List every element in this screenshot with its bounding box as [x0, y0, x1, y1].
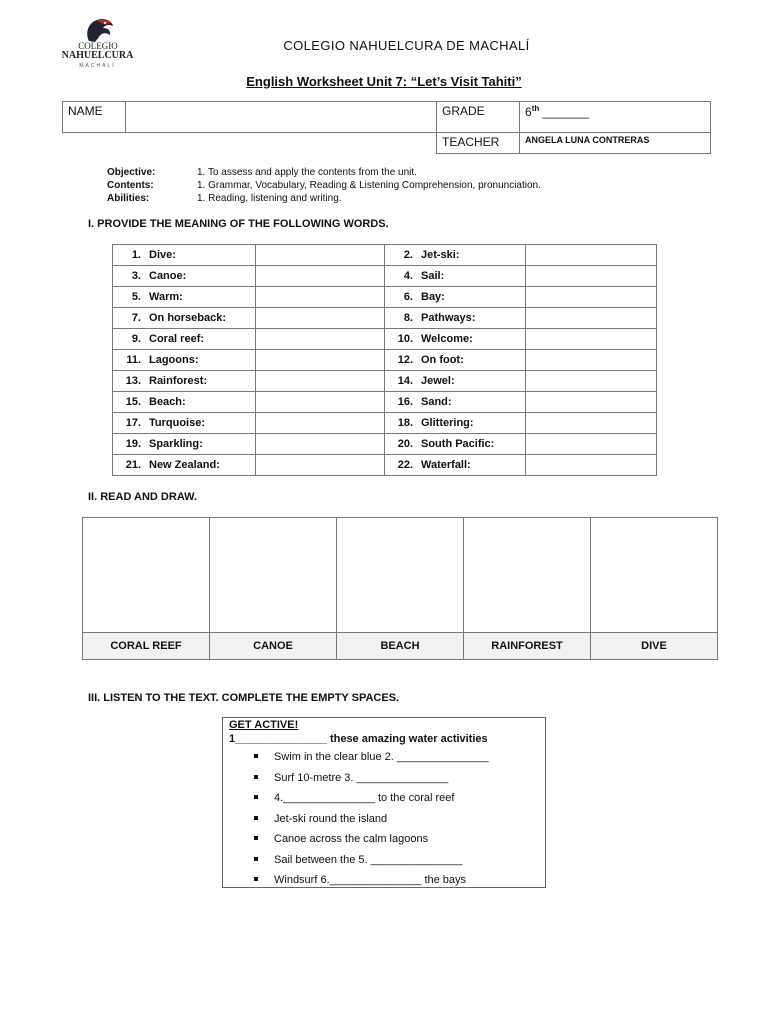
word-cell	[113, 245, 256, 266]
word-number: 9.	[131, 333, 141, 345]
table-row	[113, 350, 657, 371]
meaning-answer-field[interactable]	[526, 266, 657, 287]
draw-label-canoe: CANOE	[210, 633, 337, 660]
draw-label-rainforest: RAINFOREST	[464, 633, 591, 660]
meaning-answer-field[interactable]	[256, 329, 385, 350]
word-number: 17.	[125, 417, 141, 429]
logo-line3: MACHALÍ	[79, 63, 116, 69]
school-name: COLEGIO NAHUELCURA DE MACHALÍ	[283, 38, 530, 53]
meaning-answer-field[interactable]	[256, 371, 385, 392]
grade-blank: _______	[539, 105, 590, 119]
meaning-answer-field[interactable]	[526, 308, 657, 329]
draw-box-canoe[interactable]	[210, 518, 337, 633]
meaning-answer-field[interactable]	[256, 455, 385, 476]
word-number: 22.	[397, 459, 413, 471]
activity-list	[223, 751, 489, 895]
word-label: Sparkling:	[149, 438, 203, 450]
word-label: Waterfall:	[421, 459, 471, 471]
abilities-label: Abilities:	[107, 193, 150, 204]
word-cell	[113, 434, 256, 455]
list-item-text: Surf 10-metre 3. _______________	[274, 771, 449, 784]
word-label: Welcome:	[421, 333, 473, 345]
worksheet-title: English Worksheet Unit 7: “Let’s Visit Tahiti”	[246, 74, 522, 89]
table-row	[113, 392, 657, 413]
bullet-icon	[254, 816, 258, 820]
word-number: 21.	[125, 459, 141, 471]
table-row	[113, 245, 657, 266]
word-cell	[385, 371, 526, 392]
word-number: 12.	[397, 354, 413, 366]
list-item-text: Jet-ski round the island	[274, 812, 388, 825]
teacher-value: ANGELA LUNA CONTRERAS	[520, 133, 711, 154]
table-row	[113, 371, 657, 392]
objective-label: Objective:	[107, 167, 156, 178]
table-row	[113, 287, 657, 308]
word-number: 7.	[131, 312, 141, 324]
draw-label-coral-reef: CORAL REEF	[83, 633, 210, 660]
word-label: Jewel:	[421, 375, 455, 387]
list-item-text: Sail between the 5. _______________	[274, 853, 463, 866]
listening-line-1: 1_______________ these amazing water activities	[229, 733, 488, 745]
word-number: 2.	[403, 249, 413, 261]
word-number: 14.	[397, 375, 413, 387]
meaning-answer-field[interactable]	[256, 287, 385, 308]
word-cell	[113, 392, 256, 413]
grade-value: 6	[525, 105, 532, 119]
word-label: Canoe:	[149, 270, 187, 282]
meaning-answer-field[interactable]	[256, 266, 385, 287]
logo-line2: NAHUELCURA	[61, 50, 134, 61]
word-number: 10.	[397, 333, 413, 345]
grade-field[interactable]	[520, 102, 711, 133]
student-info-table	[62, 101, 711, 154]
table-row	[113, 329, 657, 350]
word-cell	[385, 245, 526, 266]
name-field[interactable]	[126, 102, 437, 133]
word-number: 16.	[397, 396, 413, 408]
meaning-answer-field[interactable]	[526, 245, 657, 266]
word-cell	[113, 329, 256, 350]
word-number: 20.	[397, 438, 413, 450]
word-cell	[113, 308, 256, 329]
word-cell	[113, 287, 256, 308]
bullet-icon	[254, 836, 258, 840]
list-item	[223, 772, 489, 793]
vocabulary-table	[112, 244, 657, 476]
word-label: Sail:	[421, 270, 445, 282]
name-label: NAME	[63, 102, 126, 133]
section1-title: I. PROVIDE THE MEANING OF THE FOLLOWING WORDS.	[88, 218, 389, 230]
table-row	[113, 266, 657, 287]
teacher-label: TEACHER	[437, 133, 520, 154]
word-cell	[385, 392, 526, 413]
draw-box-dive[interactable]	[591, 518, 718, 633]
word-label: Dive:	[149, 249, 176, 261]
objective-value: 1. To assess and apply the contents from the unit.	[197, 167, 417, 178]
word-number: 15.	[125, 396, 141, 408]
meaning-answer-field[interactable]	[256, 413, 385, 434]
word-number: 4.	[403, 270, 413, 282]
meaning-answer-field[interactable]	[256, 392, 385, 413]
meaning-answer-field[interactable]	[256, 350, 385, 371]
word-label: Coral reef:	[149, 333, 205, 345]
word-label: South Pacific:	[421, 438, 495, 450]
draw-box-beach[interactable]	[337, 518, 464, 633]
meaning-answer-field[interactable]	[526, 329, 657, 350]
meaning-answer-field[interactable]	[526, 392, 657, 413]
word-label: Bay:	[421, 291, 445, 303]
meaning-answer-field[interactable]	[526, 434, 657, 455]
word-number: 5.	[131, 291, 141, 303]
bullet-icon	[254, 857, 258, 861]
word-cell	[385, 329, 526, 350]
grade-sup: th	[531, 104, 540, 113]
word-number: 1.	[131, 249, 141, 261]
meaning-answer-field[interactable]	[256, 434, 385, 455]
word-number: 13.	[125, 375, 141, 387]
listening-box	[222, 717, 546, 888]
word-cell	[385, 434, 526, 455]
table-row	[113, 434, 657, 455]
table-row	[113, 308, 657, 329]
word-label: Glittering:	[421, 417, 474, 429]
draw-label-beach: BEACH	[337, 633, 464, 660]
section2-title: II. READ AND DRAW.	[88, 491, 197, 503]
section3-title: III. LISTEN TO THE TEXT. COMPLETE THE EMPTY SPACES.	[88, 692, 400, 704]
word-cell	[385, 413, 526, 434]
word-number: 11.	[126, 354, 141, 366]
word-label: New Zealand:	[149, 459, 220, 471]
table-row	[113, 455, 657, 476]
word-label: Rainforest:	[149, 375, 208, 387]
word-label: Sand:	[421, 396, 452, 408]
word-cell	[113, 455, 256, 476]
bullet-icon	[254, 795, 258, 799]
word-cell	[385, 350, 526, 371]
list-item-text: Canoe across the calm lagoons	[274, 833, 429, 845]
word-number: 19.	[125, 438, 141, 450]
contents-label: Contents:	[107, 180, 154, 191]
draw-box-coral-reef[interactable]	[83, 518, 210, 633]
meaning-answer-field[interactable]	[526, 371, 657, 392]
meaning-answer-field[interactable]	[526, 455, 657, 476]
list-item-text: Swim in the clear blue 2. _______________	[274, 751, 489, 763]
logo-line1: COLEGIO	[78, 41, 118, 51]
table-row	[113, 413, 657, 434]
worksheet-meta	[107, 166, 541, 205]
listening-box-title: GET ACTIVE!	[229, 719, 299, 731]
word-label: Lagoons:	[149, 354, 199, 366]
list-item	[223, 854, 489, 875]
list-item	[223, 874, 489, 895]
word-label: Warm:	[149, 291, 183, 303]
word-cell	[385, 266, 526, 287]
word-cell	[113, 371, 256, 392]
contents-value: 1. Grammar, Vocabulary, Reading & Listening Comprehension, pronunciation.	[197, 180, 541, 191]
meaning-answer-field[interactable]	[526, 350, 657, 371]
list-item	[223, 833, 489, 854]
draw-label-dive: DIVE	[591, 633, 718, 660]
draw-box-rainforest[interactable]	[464, 518, 591, 633]
bullet-icon	[254, 754, 258, 758]
list-item-text: 4._______________ to the coral reef	[274, 792, 455, 804]
word-cell	[113, 266, 256, 287]
bullet-icon	[254, 775, 258, 779]
word-number: 3.	[131, 270, 141, 282]
word-cell	[385, 308, 526, 329]
draw-table	[82, 517, 718, 660]
word-label: Beach:	[149, 396, 186, 408]
list-item-text: Windsurf 6._______________ the bays	[274, 874, 467, 886]
word-number: 18.	[397, 417, 413, 429]
list-item	[223, 792, 489, 813]
word-number: 8.	[403, 312, 413, 324]
word-cell	[385, 455, 526, 476]
meaning-answer-field[interactable]	[526, 287, 657, 308]
grade-label: GRADE	[437, 102, 520, 133]
word-number: 6.	[403, 291, 413, 303]
meaning-answer-field[interactable]	[256, 308, 385, 329]
list-item	[223, 813, 489, 834]
abilities-value: 1. Reading, listening and writing.	[197, 193, 342, 204]
word-cell	[385, 287, 526, 308]
word-label: On foot:	[421, 354, 464, 366]
word-cell	[113, 413, 256, 434]
meaning-answer-field[interactable]	[256, 245, 385, 266]
word-cell	[113, 350, 256, 371]
word-label: On horseback:	[149, 312, 227, 324]
bullet-icon	[254, 877, 258, 881]
list-item	[223, 751, 489, 772]
word-label: Turquoise:	[149, 417, 206, 429]
meaning-answer-field[interactable]	[526, 413, 657, 434]
word-label: Jet-ski:	[421, 249, 460, 261]
word-label: Pathways:	[421, 312, 476, 324]
